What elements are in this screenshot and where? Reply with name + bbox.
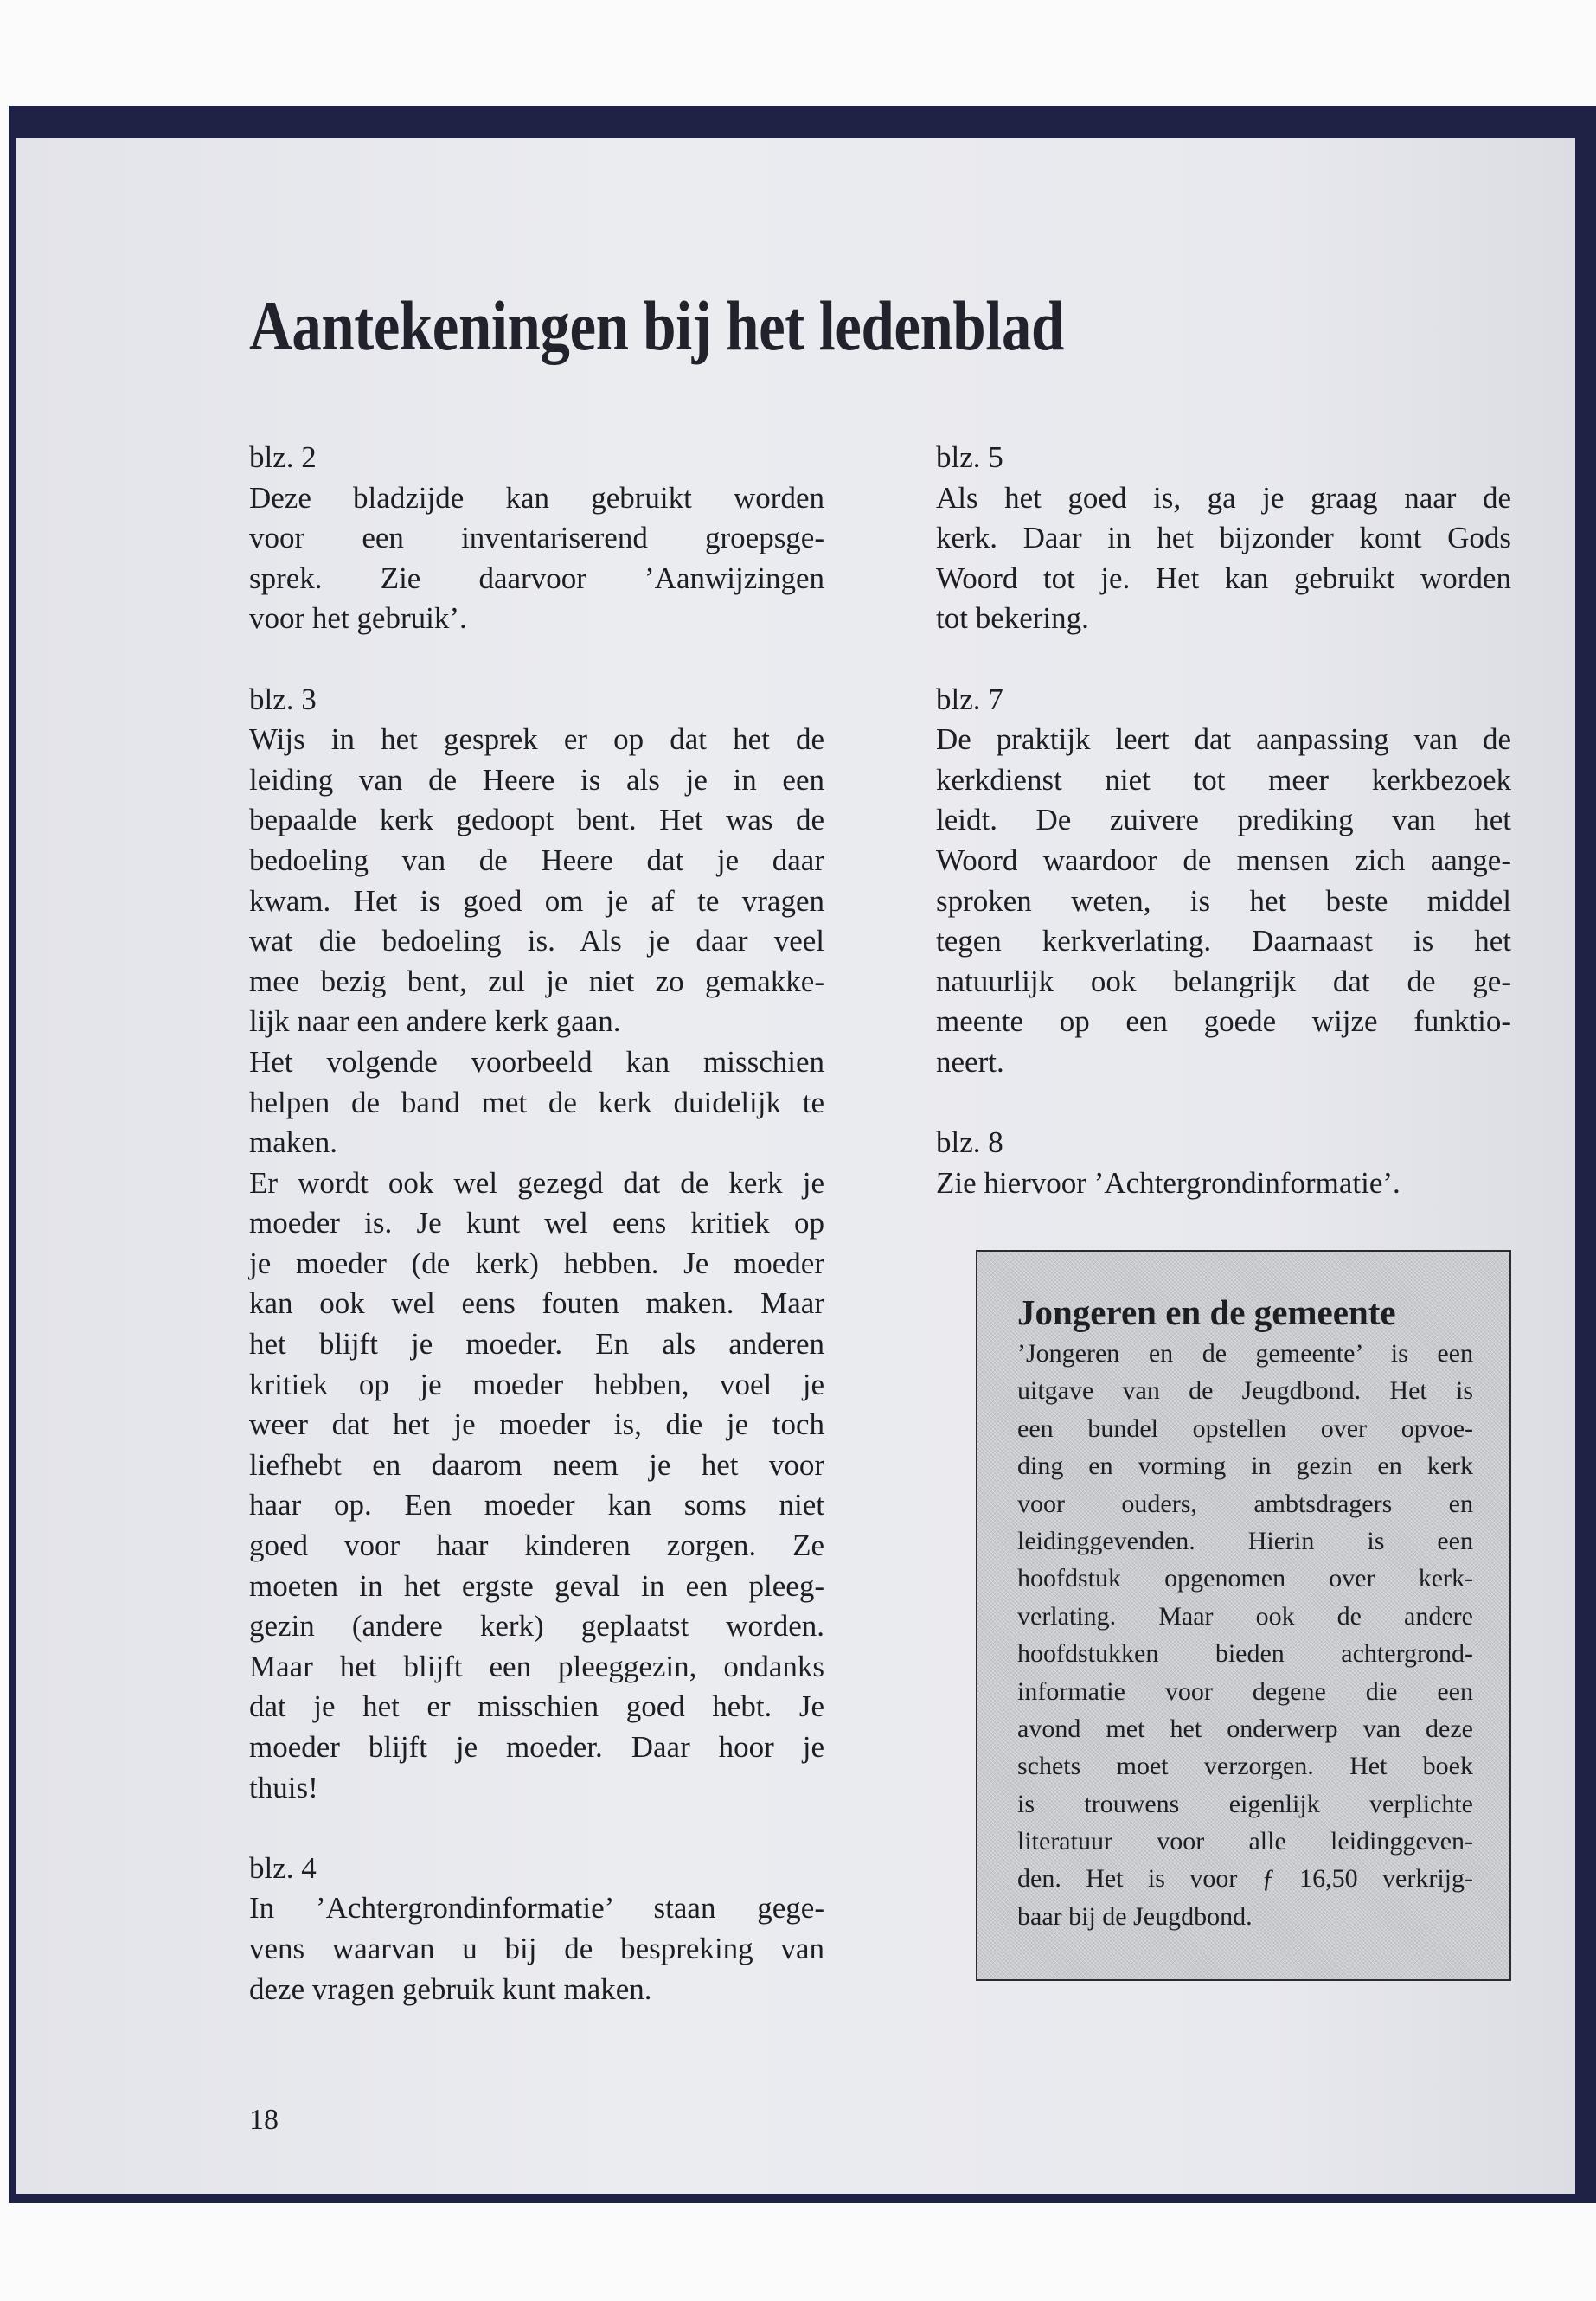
box-text-line: een bundel opstellen over opvoe- bbox=[1017, 1413, 1473, 1443]
text-line: mee bezig bent, zul je niet zo gemakke- bbox=[249, 964, 824, 998]
box-text-line: leidinggevenden. Hierin is een bbox=[1017, 1526, 1473, 1555]
sidebar-box bbox=[976, 1250, 1511, 1981]
text-line: lijk naar een andere kerk gaan. bbox=[249, 1004, 621, 1039]
box-title: Jongeren en de gemeente bbox=[1017, 1292, 1396, 1332]
box-text-line: baar bij de Jeugdbond. bbox=[1017, 1901, 1253, 1931]
box-text-line: den. Het is voor ƒ 16,50 verkrijg- bbox=[1017, 1864, 1473, 1894]
text-line: leidt. De zuivere prediking van het bbox=[936, 803, 1511, 837]
text-line: dat je het er misschien goed hebt. Je bbox=[249, 1689, 824, 1724]
section-heading: blz. 5 bbox=[936, 440, 1003, 474]
text-line: kwam. Het is goed om je af te vragen bbox=[249, 883, 824, 918]
text-line: meente op een goede wijze funktio- bbox=[936, 1004, 1511, 1039]
text-line: voor een inventariserend groepsge- bbox=[249, 521, 824, 555]
page-title: Aantekeningen bij het ledenblad bbox=[249, 286, 1064, 365]
text-line: Deze bladzijde kan gebruikt worden bbox=[249, 480, 824, 515]
text-line: liefhebt en daarom neem je het voor bbox=[249, 1447, 824, 1482]
left-column bbox=[249, 438, 824, 2009]
text-line: Zie hiervoor ’Achtergrondinformatie’. bbox=[936, 1165, 1401, 1200]
text-line: In ’Achtergrondinformatie’ staan gege- bbox=[249, 1891, 824, 1926]
text-line: deze vragen gebruik kunt maken. bbox=[249, 1971, 652, 2006]
box-text-line: avond met het onderwerp van deze bbox=[1017, 1714, 1473, 1743]
text-line: natuurlijk ook belangrijk dat de ge- bbox=[936, 964, 1511, 998]
text-line: wat die bedoeling is. Als je daar veel bbox=[249, 924, 824, 958]
text-line: het blijft je moeder. En als anderen bbox=[249, 1327, 824, 1362]
text-line: maken. bbox=[249, 1125, 338, 1160]
text-line: haar op. Een moeder kan soms niet bbox=[249, 1488, 824, 1522]
box-text-line: is trouwens eigenlijk verplichte bbox=[1017, 1789, 1473, 1818]
text-line: De praktijk leert dat aanpassing van de bbox=[936, 722, 1511, 757]
text-line: vens waarvan u bij de bespreking van bbox=[249, 1931, 824, 1965]
text-line: neert. bbox=[936, 1044, 1004, 1079]
text-line: sproken weten, is het beste middel bbox=[936, 883, 1511, 918]
text-line: helpen de band met de kerk duidelijk te bbox=[249, 1085, 824, 1119]
box-text-line: ding en vorming in gezin en kerk bbox=[1017, 1452, 1473, 1481]
section-heading: blz. 7 bbox=[936, 682, 1003, 716]
text-line: bedoeling van de Heere dat je daar bbox=[249, 843, 824, 877]
box-text-line: verlating. Maar ook de andere bbox=[1017, 1601, 1473, 1631]
blank-line bbox=[249, 639, 824, 680]
text-line: Woord tot je. Het kan gebruikt worden bbox=[936, 561, 1511, 595]
text-line: weer dat het je moeder is, die je toch bbox=[249, 1407, 824, 1442]
section-heading: blz. 2 bbox=[249, 440, 317, 474]
text-line: tot bekering. bbox=[936, 601, 1089, 636]
text-line: kan ook wel eens fouten maken. Maar bbox=[249, 1286, 824, 1321]
text-line: kerkdienst niet tot meer kerkbezoek bbox=[936, 762, 1511, 797]
text-line: goed voor haar kinderen zorgen. Ze bbox=[249, 1529, 824, 1563]
box-text-line: hoofdstukken bieden achtergrond- bbox=[1017, 1639, 1473, 1669]
text-line: leiding van de Heere is als je in een bbox=[249, 762, 824, 797]
box-text-line: uitgave van de Jeugdbond. Het is bbox=[1017, 1376, 1473, 1406]
text-line: Als het goed is, ga je graag naar de bbox=[936, 480, 1511, 515]
text-line: voor het gebruik’. bbox=[249, 601, 467, 636]
box-text-line: schets moet verzorgen. Het boek bbox=[1017, 1752, 1473, 1781]
text-line: je moeder (de kerk) hebben. Je moeder bbox=[249, 1246, 824, 1280]
text-line: Maar het blijft een pleeggezin, ondanks bbox=[249, 1649, 824, 1683]
text-line: Wijs in het gesprek er op dat het de bbox=[249, 722, 824, 757]
text-line: moeder is. Je kunt wel eens kritiek op bbox=[249, 1206, 824, 1240]
section-heading: blz. 3 bbox=[249, 682, 317, 716]
blank-line bbox=[936, 1083, 1511, 1124]
text-line: Het volgende voorbeeld kan misschien bbox=[249, 1044, 824, 1079]
right-column bbox=[936, 438, 1511, 1203]
section-heading: blz. 4 bbox=[249, 1850, 317, 1885]
box-text-line: hoofdstuk opgenomen over kerk- bbox=[1017, 1564, 1473, 1593]
blank-line bbox=[936, 639, 1511, 680]
page-number: 18 bbox=[249, 2104, 279, 2136]
text-line: moeten in het ergste geval in een pleeg- bbox=[249, 1568, 824, 1603]
text-line: bepaalde kerk gedoopt bent. Het was de bbox=[249, 803, 824, 837]
box-text-line: voor ouders, ambtsdragers en bbox=[1017, 1489, 1473, 1518]
text-line: tegen kerkverlating. Daarnaast is het bbox=[936, 924, 1511, 958]
text-line: kerk. Daar in het bijzonder komt Gods bbox=[936, 521, 1511, 555]
box-text-line: informatie voor degene die een bbox=[1017, 1676, 1473, 1706]
box-text-line: ’Jongeren en de gemeente’ is een bbox=[1017, 1339, 1473, 1368]
text-line: thuis! bbox=[249, 1770, 318, 1804]
text-line: kritiek op je moeder hebben, voel je bbox=[249, 1367, 824, 1401]
text-line: sprek. Zie daarvoor ’Aanwijzingen bbox=[249, 561, 824, 595]
box-text-line: literatuur voor alle leidinggeven- bbox=[1017, 1827, 1473, 1856]
section-heading: blz. 8 bbox=[936, 1125, 1003, 1160]
text-line: moeder blijft je moeder. Daar hoor je bbox=[249, 1730, 824, 1764]
text-line: Er wordt ook wel gezegd dat de kerk je bbox=[249, 1165, 824, 1200]
blank-line bbox=[249, 1808, 824, 1849]
text-line: gezin (andere kerk) geplaatst worden. bbox=[249, 1609, 824, 1644]
text-line: Woord waardoor de mensen zich aange- bbox=[936, 843, 1511, 877]
